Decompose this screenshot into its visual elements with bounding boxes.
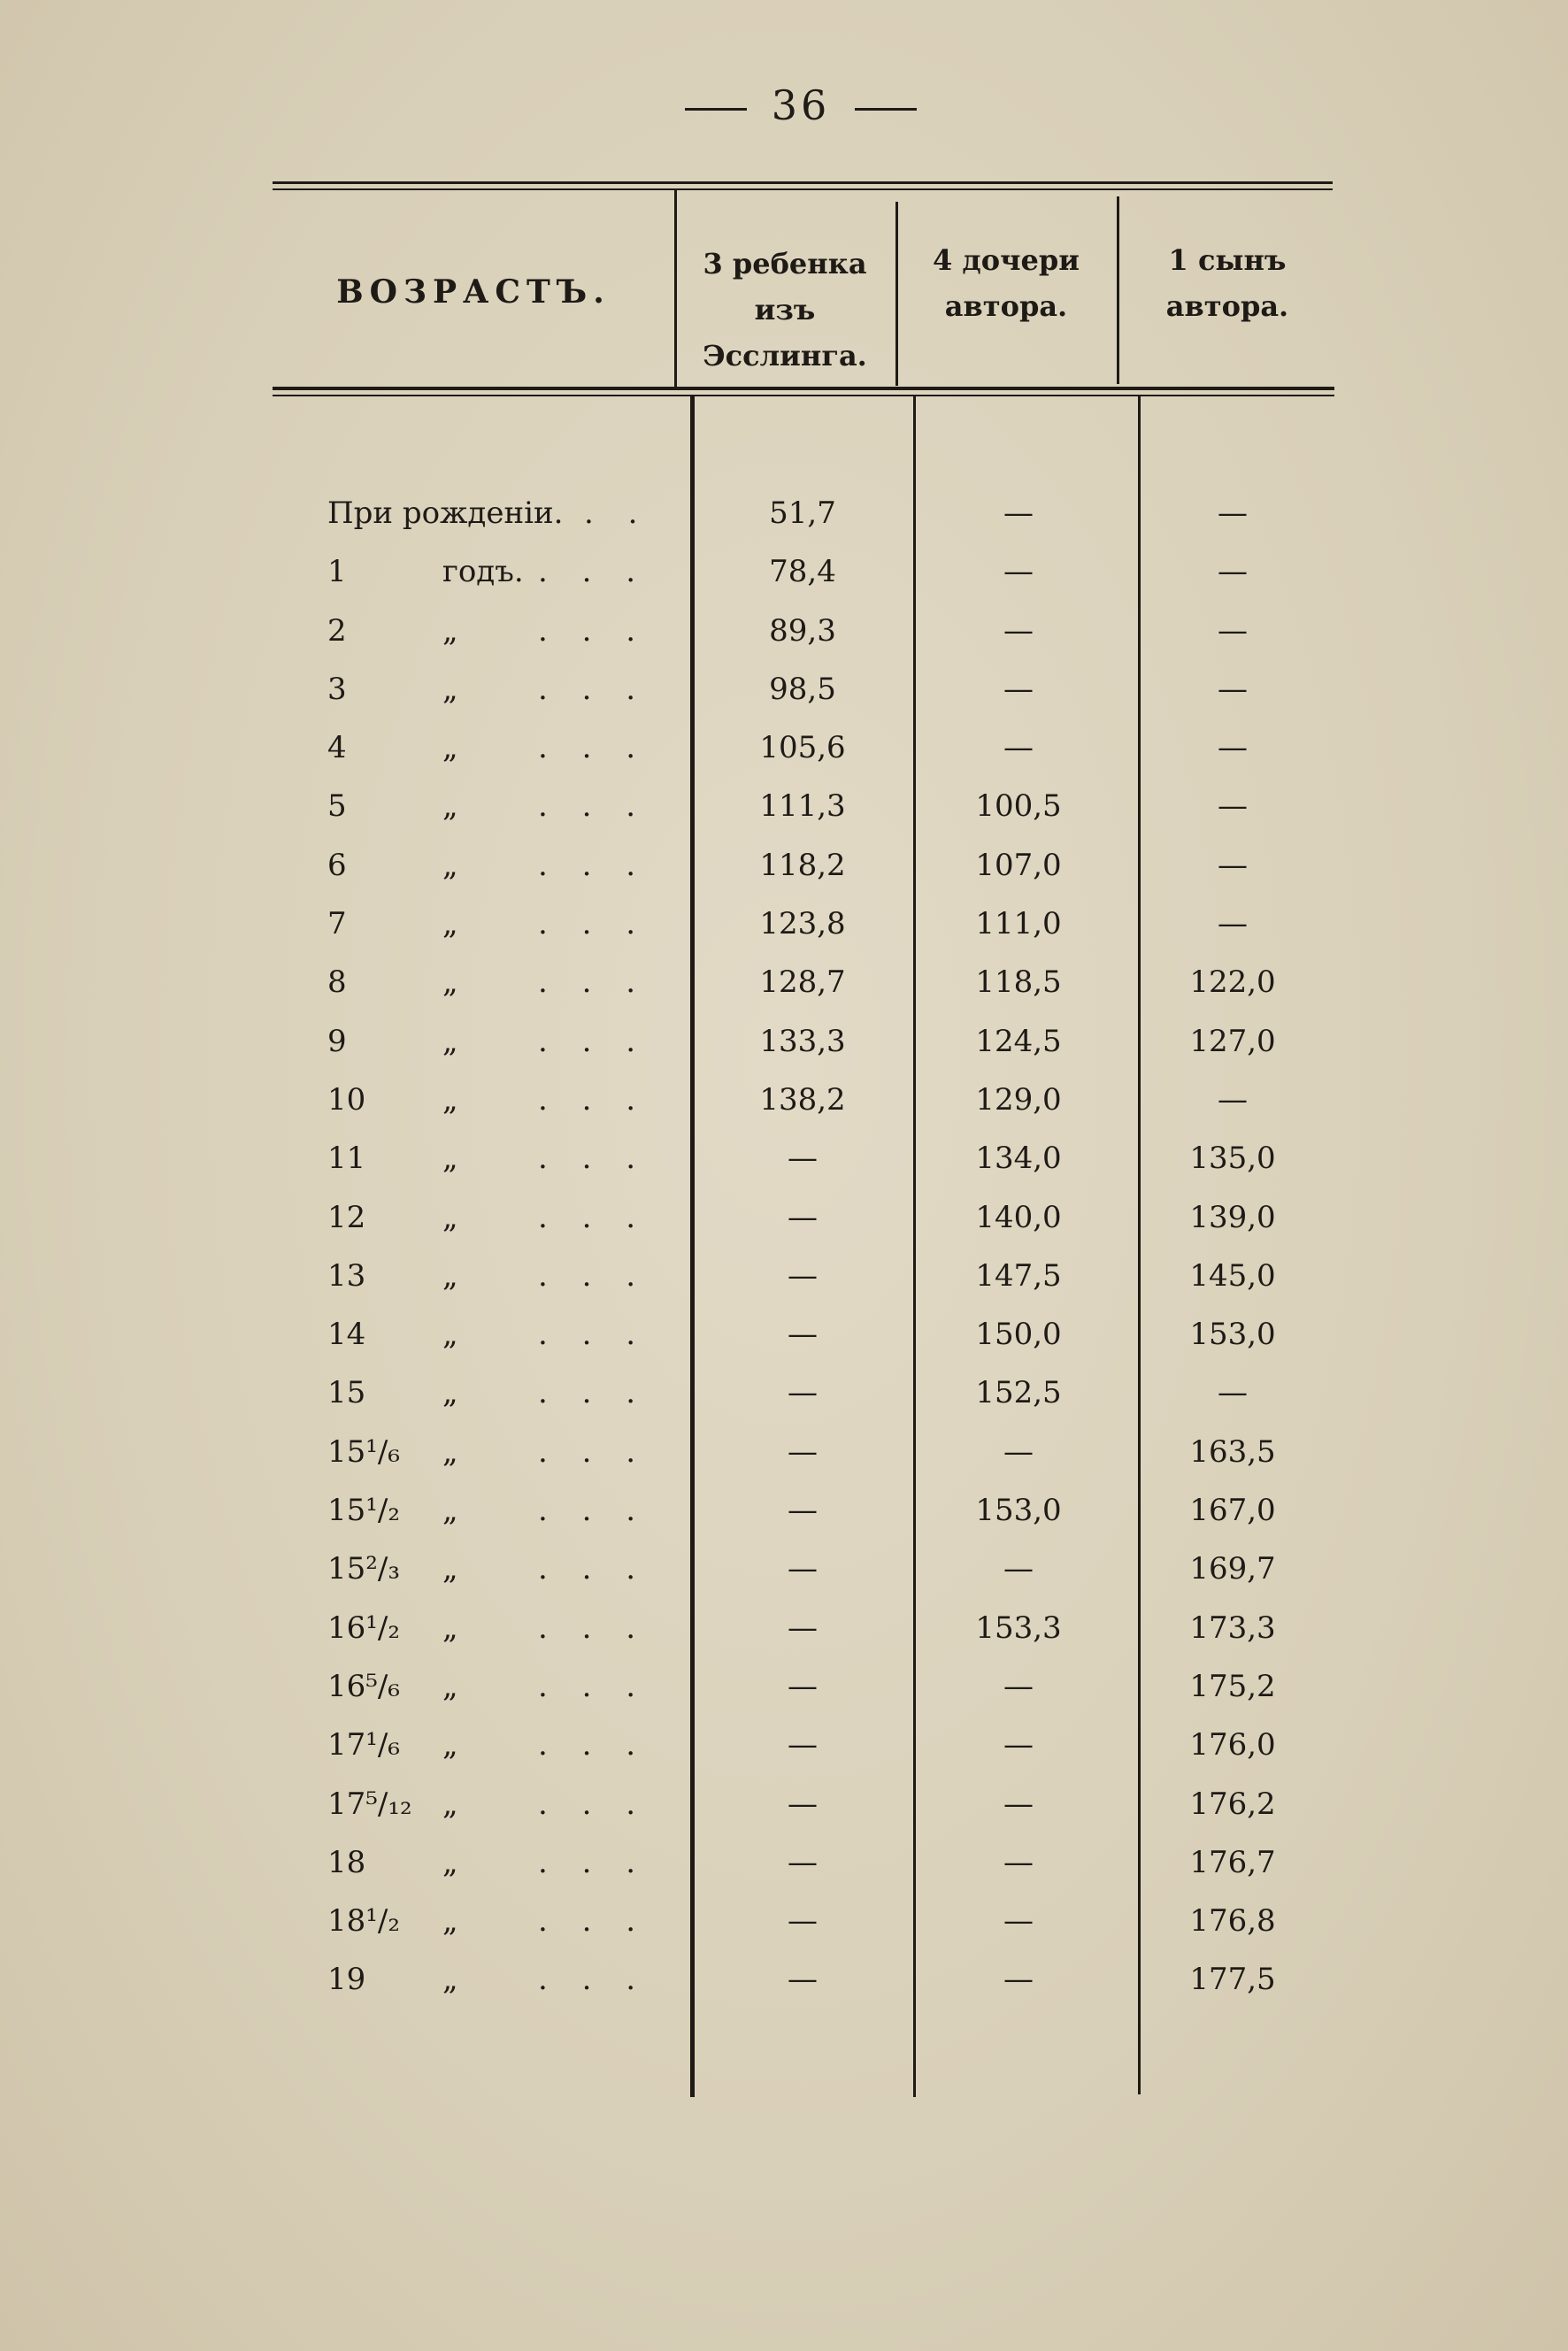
cell-col3: — [1218,554,1248,590]
header-col3-line2: автора. [1165,289,1289,323]
cell-col3: 127,0 [1189,1023,1276,1059]
cell-col2: 140,0 [975,1199,1062,1235]
age-unit: „ [442,1257,458,1294]
table-row [0,1551,1568,1610]
header-col2 [895,237,1117,329]
leader-dots: . . . [538,1023,649,1059]
table-row [0,496,1568,554]
leader-dots: . . . [538,1375,649,1411]
age-value: 4 [327,730,347,766]
cell-col1: 98,5 [769,671,836,707]
header-bottom-rule-thin [273,395,1334,396]
cell-col3: 173,3 [1189,1610,1276,1646]
cell-col2: — [1003,1786,1034,1822]
cell-col1: — [788,1844,818,1880]
cell-col2: 129,0 [975,1081,1062,1118]
leader-dots: . . . [538,1317,649,1353]
table-row [0,848,1568,906]
cell-col3: — [1218,906,1248,942]
header-col1 [674,241,895,379]
age-unit: „ [442,1786,458,1822]
table-row [0,613,1568,672]
table-row [0,1434,1568,1493]
age-value: 12 [327,1199,366,1235]
age-value: 17¹/₆ [327,1727,400,1763]
cell-col3: 145,0 [1189,1257,1276,1294]
age-value: 7 [327,906,347,942]
age-unit: годъ. [442,554,524,590]
cell-col1: — [788,1903,818,1940]
age-label: При рожденіи. [327,496,564,531]
age-unit: „ [442,1551,458,1587]
leader-dots: . . . [538,1786,649,1822]
leader-dots: . . [584,496,650,531]
cell-col1: 138,2 [759,1081,846,1118]
cell-col3: — [1218,612,1248,649]
table-row [0,672,1568,730]
cell-col1: 105,6 [759,730,846,766]
age-value: 15 [327,1375,366,1411]
cell-col2: — [1003,612,1034,649]
cell-col2: — [1003,496,1034,531]
cell-col2: 150,0 [975,1317,1062,1353]
age-unit: „ [442,1493,458,1529]
cell-col2: 152,5 [975,1375,1062,1411]
cell-col1: 78,4 [769,554,836,590]
header-col3-line1: 1 сынъ [1168,243,1287,277]
table-row [0,1962,1568,2020]
cell-col2: — [1003,1668,1034,1704]
cell-col3: 176,8 [1189,1903,1276,1940]
header-col2-line2: автора. [944,289,1068,323]
table-row [0,964,1568,1023]
cell-col1: 128,7 [759,964,846,1001]
table-top-rule [273,181,1333,184]
leader-dots: . . . [538,1257,649,1294]
cell-col2: 147,5 [975,1257,1062,1294]
leader-dots: . . . [538,612,649,649]
cell-col3: 135,0 [1189,1141,1276,1177]
leader-dots: . . . [538,1081,649,1118]
cell-col1: — [788,1317,818,1353]
cell-col3: 139,0 [1189,1199,1276,1235]
age-value: 2 [327,612,347,649]
cell-col3: — [1218,847,1248,883]
age-unit: „ [442,1844,458,1880]
age-value: 11 [327,1141,366,1177]
cell-col2: — [1003,1844,1034,1880]
leader-dots: . . . [538,730,649,766]
cell-col3: 175,2 [1189,1668,1276,1704]
age-value: 18¹/₂ [327,1903,400,1940]
cell-col1: — [788,1433,818,1470]
age-value: 15²/₃ [327,1551,400,1587]
cell-col3: 122,0 [1189,964,1276,1001]
age-unit: „ [442,1199,458,1235]
cell-col2: 124,5 [975,1023,1062,1059]
cell-col3: — [1218,1081,1248,1118]
age-unit: „ [442,1023,458,1059]
age-unit: „ [442,1317,458,1353]
leader-dots: . . . [538,1433,649,1470]
age-value: 1 [327,554,347,590]
age-value: 9 [327,1023,347,1059]
age-unit: „ [442,1433,458,1470]
age-unit: „ [442,847,458,883]
age-value: 17⁵/₁₂ [327,1786,412,1822]
cell-col1: 51,7 [769,496,836,531]
age-value: 16¹/₂ [327,1610,400,1646]
table-row [0,1727,1568,1786]
leader-dots: . . . [538,1610,649,1646]
age-unit: „ [442,1610,458,1646]
age-value: 16⁵/₆ [327,1668,400,1704]
leader-dots: . . . [538,847,649,883]
cell-col1: — [788,1610,818,1646]
cell-col3: — [1218,496,1248,531]
cell-col1: 89,3 [769,612,836,649]
leader-dots: . . . [538,906,649,942]
cell-col3: 177,5 [1189,1962,1276,1998]
age-unit: „ [442,1903,458,1940]
cell-col1: — [788,1962,818,1998]
age-value: 15¹/₂ [327,1493,400,1529]
header-col3 [1117,237,1338,329]
age-value: 14 [327,1317,366,1353]
table-row [0,554,1568,612]
cell-col1: — [788,1727,818,1763]
cell-col3: 167,0 [1189,1493,1276,1529]
table-row [0,1375,1568,1433]
cell-col2: — [1003,1551,1034,1587]
table-row [0,1610,1568,1669]
cell-col1: — [788,1493,818,1529]
leader-dots: . . . [538,1962,649,1998]
cell-col3: 169,7 [1189,1551,1276,1587]
header-bottom-rule [273,387,1334,390]
table-row [0,1669,1568,1727]
table-top-rule-thin [273,188,1333,190]
cell-col1: 111,3 [759,788,846,825]
cell-col2: 153,3 [975,1610,1062,1646]
leader-dots: . . . [538,1551,649,1587]
cell-col1: — [788,1668,818,1704]
cell-col1: — [788,1199,818,1235]
leader-dots: . . . [538,1199,649,1235]
cell-col3: 153,0 [1189,1317,1276,1353]
cell-col1: — [788,1375,818,1411]
cell-col1: 118,2 [759,847,846,883]
cell-col1: — [788,1786,818,1822]
age-unit: „ [442,612,458,649]
table-body [0,496,1568,2021]
cell-col3: — [1218,671,1248,707]
leader-dots: . . . [538,1141,649,1177]
leader-dots: . . . [538,1493,649,1529]
age-unit: „ [442,730,458,766]
leader-dots: . . . [538,671,649,707]
table-row [0,1317,1568,1375]
cell-col2: — [1003,1903,1034,1940]
age-unit: „ [442,964,458,1001]
table-row [0,906,1568,964]
age-unit: „ [442,1668,458,1704]
leader-dots: . . . [538,1844,649,1880]
age-unit: „ [442,1727,458,1763]
cell-col3: — [1218,1375,1248,1411]
cell-col3: — [1218,730,1248,766]
cell-col2: — [1003,1727,1034,1763]
cell-col3: 176,0 [1189,1727,1276,1763]
age-unit: „ [442,788,458,825]
page-number-dash-right [855,108,917,111]
cell-col2: — [1003,554,1034,590]
cell-col2: 107,0 [975,847,1062,883]
cell-col1: 123,8 [759,906,846,942]
table-row [0,788,1568,847]
table-row [0,1200,1568,1258]
table-row [0,1258,1568,1317]
cell-col2: — [1003,730,1034,766]
age-unit: „ [442,1081,458,1118]
header-col1-line1: 3 ребенка [703,247,867,280]
cell-col3: 163,5 [1189,1433,1276,1470]
header-col1-line2: изъ Эсслинга. [703,293,867,373]
cell-col2: — [1003,1433,1034,1470]
cell-col2: 118,5 [975,964,1062,1001]
table-rows [0,554,1568,2020]
table-row [0,1141,1568,1199]
table-row [0,1903,1568,1962]
leader-dots: . . . [538,1727,649,1763]
cell-col2: 153,0 [975,1493,1062,1529]
header-col2-line1: 4 дочери [933,243,1080,277]
age-value: 15¹/₆ [327,1433,400,1470]
age-unit: „ [442,671,458,707]
page-number [0,81,1568,129]
cell-col1: — [788,1551,818,1587]
cell-col1: 133,3 [759,1023,846,1059]
age-value: 13 [327,1257,366,1294]
table-row [0,1493,1568,1551]
age-value: 8 [327,964,347,1001]
leader-dots: . . . [538,964,649,1001]
cell-col1: — [788,1257,818,1294]
age-value: 6 [327,847,347,883]
age-unit: „ [442,1375,458,1411]
age-unit: „ [442,906,458,942]
age-value: 5 [327,788,347,825]
table-row [0,1082,1568,1141]
age-unit: „ [442,1141,458,1177]
age-value: 19 [327,1962,366,1998]
cell-col2: — [1003,1962,1034,1998]
cell-col1: — [788,1141,818,1177]
leader-dots: . . . [538,1668,649,1704]
age-unit: „ [442,1962,458,1998]
cell-col2: — [1003,671,1034,707]
cell-col3: — [1218,788,1248,825]
header-age: ВОЗРАСТЪ. [336,273,611,311]
age-value: 18 [327,1844,366,1880]
cell-col2: 134,0 [975,1141,1062,1177]
table-row [0,1024,1568,1082]
table-row [0,730,1568,788]
page-number-value: 36 [771,81,831,129]
leader-dots: . . . [538,554,649,590]
cell-col3: 176,2 [1189,1786,1276,1822]
age-value: 10 [327,1081,366,1118]
cell-col3: 176,7 [1189,1844,1276,1880]
table-row [0,1845,1568,1903]
page-number-dash-left [685,108,747,111]
leader-dots: . . . [538,1903,649,1940]
cell-col2: 111,0 [975,906,1062,942]
table-row [0,1786,1568,1845]
age-value: 3 [327,671,347,707]
leader-dots: . . . [538,788,649,825]
cell-col2: 100,5 [975,788,1062,825]
